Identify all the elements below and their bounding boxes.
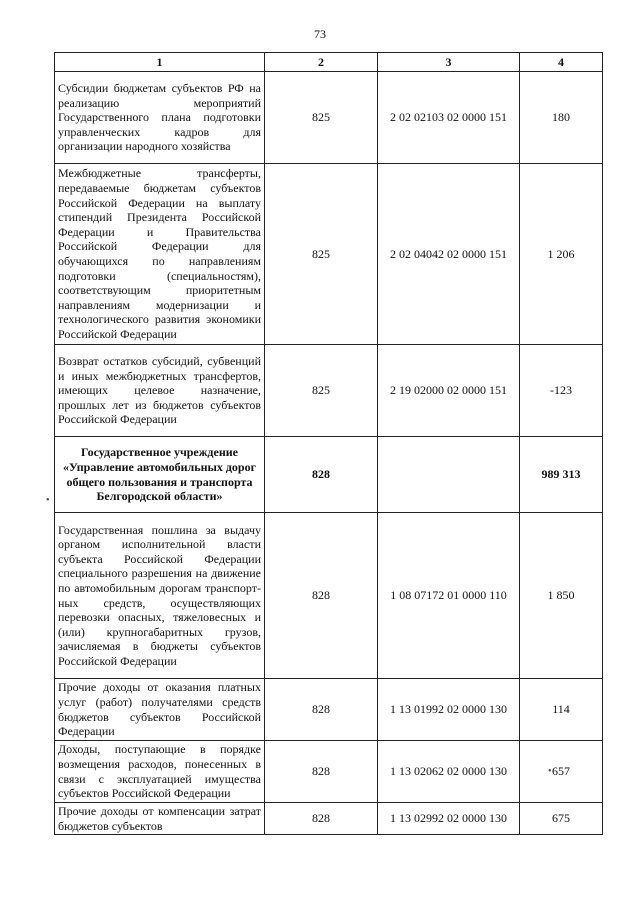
row-amount: 657 [520, 741, 603, 803]
row-name: Доходы, поступающие в порядке возмещения расходов, понесенных в связи с эксплуатацией имущества субъектов Российской Федерации [55, 741, 265, 803]
scan-speck: • [46, 495, 50, 506]
row-admin-code: 825 [265, 345, 378, 437]
row-name: Государственная пошлина за выдачу органом исполнительной власти субъекта Российской Федерации специального разрешения на движение по автомобильным дорогам транспорт-ных средств, осуществляющих перевозки опасных, тяжеловесных и (или) крупногабаритных грузов, зачисляемая в бюджеты субъектов Российской Федерации [55, 513, 265, 679]
page-number: 73 [314, 27, 326, 41]
header-col-2: 2 [265, 53, 378, 72]
row-admin-code: 828 [265, 513, 378, 679]
row-name: Государственное учреждение «Управление автомобильных дорог общего пользования и транспорта Белгородской области» [55, 437, 265, 513]
row-name: Межбюджетные трансферты, передаваемые бюджетам субъектов Российской Федерации на выплату стипендий Президента Российской Федерации и Правительства Российской Федерации для обучающихся по направлениям подготовки (специальностям), соответствующим приоритетным направлениям модернизации и технологического развития экономики Российской Федерации [55, 164, 265, 345]
table-row [55, 437, 603, 513]
row-name: Прочие доходы от оказания платных услуг (работ) получателями средств бюджетов субъектов Российской Федерации [55, 679, 265, 741]
row-name: Возврат остатков субсидий, субвенций и иных межбюджетных трансфертов, имеющих целевое назначение, прошлых лет из бюджетов субъектов Российской Федерации [55, 345, 265, 437]
row-budget-code: 1 08 07172 01 0000 110 [378, 513, 520, 679]
row-name: Прочие доходы от компенсации затрат бюджетов субъектов [55, 803, 265, 835]
row-admin-code: 828 [265, 741, 378, 803]
row-admin-code: 828 [265, 437, 378, 513]
table-row [55, 345, 603, 437]
row-amount: 180 [520, 72, 603, 164]
table-row [55, 679, 603, 741]
row-budget-code: 2 02 04042 02 0000 151 [378, 164, 520, 345]
table-row [55, 164, 603, 345]
row-amount: 114 [520, 679, 603, 741]
revenue-table [54, 52, 603, 835]
row-admin-code: 825 [265, 164, 378, 345]
row-budget-code: 1 13 01992 02 0000 130 [378, 679, 520, 741]
row-admin-code: 828 [265, 803, 378, 835]
row-budget-code [378, 437, 520, 513]
row-budget-code: 1 13 02062 02 0000 130 [378, 741, 520, 803]
row-admin-code: 828 [265, 679, 378, 741]
row-amount: 675 [520, 803, 603, 835]
header-col-4: 4 [520, 53, 603, 72]
header-col-1: 1 [55, 53, 265, 72]
table-row [55, 741, 603, 803]
header-row [55, 53, 603, 72]
scan-speck: • [548, 766, 552, 777]
table-row [55, 513, 603, 679]
row-name: Субсидии бюджетам субъектов РФ на реализацию мероприятий Государственного плана подготовки управленческих кадров для организации народного хозяйства [55, 72, 265, 164]
row-amount: 1 206 [520, 164, 603, 345]
row-admin-code: 825 [265, 72, 378, 164]
header-col-3: 3 [378, 53, 520, 72]
row-amount: 989 313 [520, 437, 603, 513]
row-amount: 1 850 [520, 513, 603, 679]
table-row [55, 72, 603, 164]
row-amount: -123 [520, 345, 603, 437]
row-budget-code: 2 19 02000 02 0000 151 [378, 345, 520, 437]
row-budget-code: 2 02 02103 02 0000 151 [378, 72, 520, 164]
row-budget-code: 1 13 02992 02 0000 130 [378, 803, 520, 835]
table-row [55, 803, 603, 835]
